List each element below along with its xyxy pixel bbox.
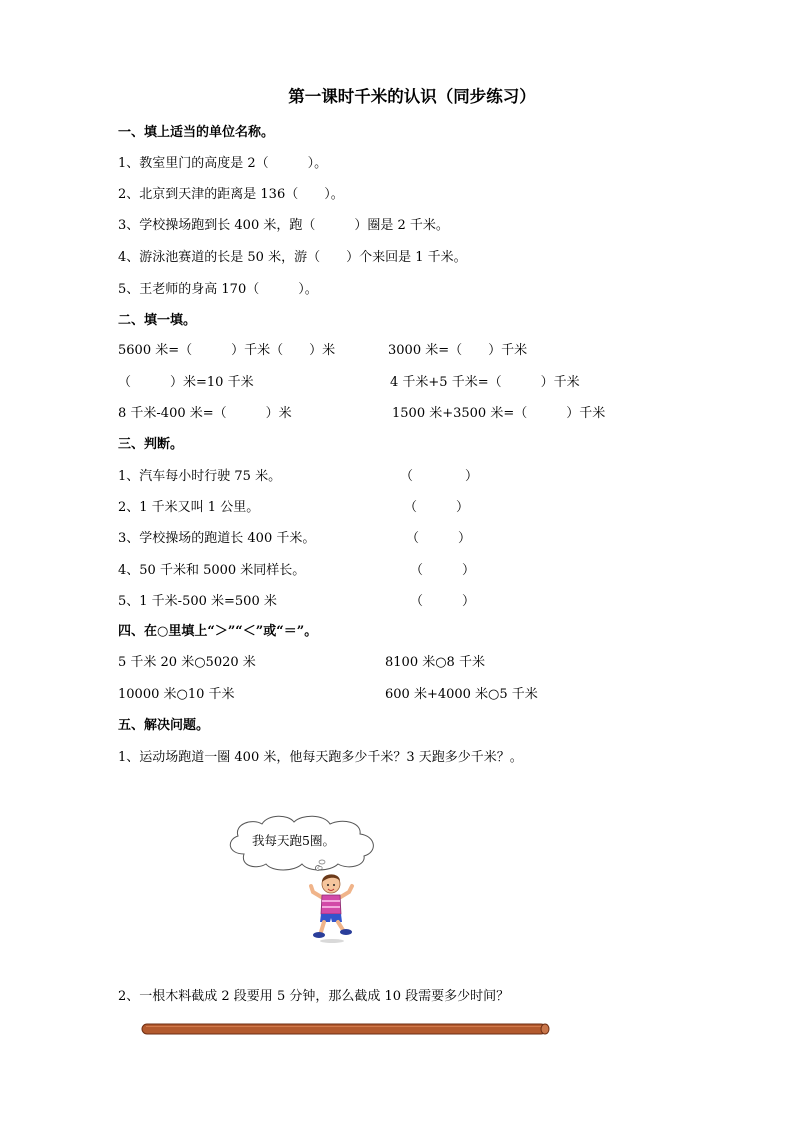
judge-blank-4: （ ） <box>410 563 476 578</box>
section2-row3-left: 8 千米-400 米=（ ）米 <box>118 406 292 421</box>
problem-1: 1、运动场跑道一圈 400 米，他每天跑多少千米？3 天跑多少千米？。 <box>118 750 523 765</box>
judge-blank-1: （ ） <box>400 469 479 484</box>
section2-row2-right: 4 千米+5 千米=（ ）千米 <box>390 375 580 390</box>
judge-blank-3: （ ） <box>406 531 472 546</box>
section1-item-3: 3、学校操场跑到长 400 米，跑（ ）圈是 2 千米。 <box>118 218 449 233</box>
judge-item-3: 3、学校操场的跑道长 400 千米。 <box>118 531 316 546</box>
section3-heading: 三、判断。 <box>118 437 184 452</box>
compare-row1-left: 5 千米 20 米○5020 米 <box>118 655 256 670</box>
section2-row1-right: 3000 米=（ ）千米 <box>388 343 528 358</box>
section4-heading: 四、在○里填上“＞”“＜”或“＝”。 <box>118 624 318 639</box>
judge-item-4: 4、50 千米和 5000 米同样长。 <box>118 563 306 578</box>
judge-item-5: 5、1 千米-500 米=500 米 <box>118 594 277 609</box>
problem-2: 2、一根木料截成 2 段要用 5 分钟，那么截成 10 段需要多少时间？ <box>118 989 510 1004</box>
judge-item-1: 1、汽车每小时行驶 75 米。 <box>118 469 282 484</box>
section1-heading: 一、填上适当的单位名称。 <box>118 125 275 140</box>
section1-item-2: 2、北京到天津的距离是 136（ ）。 <box>118 187 344 202</box>
section5-heading: 五、解决问题。 <box>118 718 210 733</box>
section2-row2-left: （ ）米=10 千米 <box>118 375 254 390</box>
compare-row2-right: 600 米+4000 米○5 千米 <box>385 687 538 702</box>
judge-blank-5: （ ） <box>410 594 476 609</box>
judge-item-2: 2、1 千米又叫 1 公里。 <box>118 500 260 515</box>
compare-row2-left: 10000 米○10 千米 <box>118 687 235 702</box>
judge-blank-2: （ ） <box>404 500 470 515</box>
section1-item-1: 1、教室里门的高度是 2（ ）。 <box>118 156 328 171</box>
bubble-text: 我每天跑5圈。 <box>252 833 335 848</box>
running-boy-illustration <box>305 858 357 944</box>
section2-row1-left: 5600 米=（ ）千米（ ）米 <box>118 343 336 358</box>
page-title: 第一课时千米的认识（同步练习） <box>288 87 536 106</box>
wooden-log-illustration <box>138 1022 552 1036</box>
section2-heading: 二、填一填。 <box>118 313 197 328</box>
compare-row1-right: 8100 米○8 千米 <box>385 655 485 670</box>
section1-item-5: 5、王老师的身高 170（ ）。 <box>118 282 318 297</box>
section2-row3-right: 1500 米+3500 米=（ ）千米 <box>392 406 606 421</box>
section1-item-4: 4、游泳池赛道的长是 50 米，游（ ）个来回是 1 千米。 <box>118 250 467 265</box>
